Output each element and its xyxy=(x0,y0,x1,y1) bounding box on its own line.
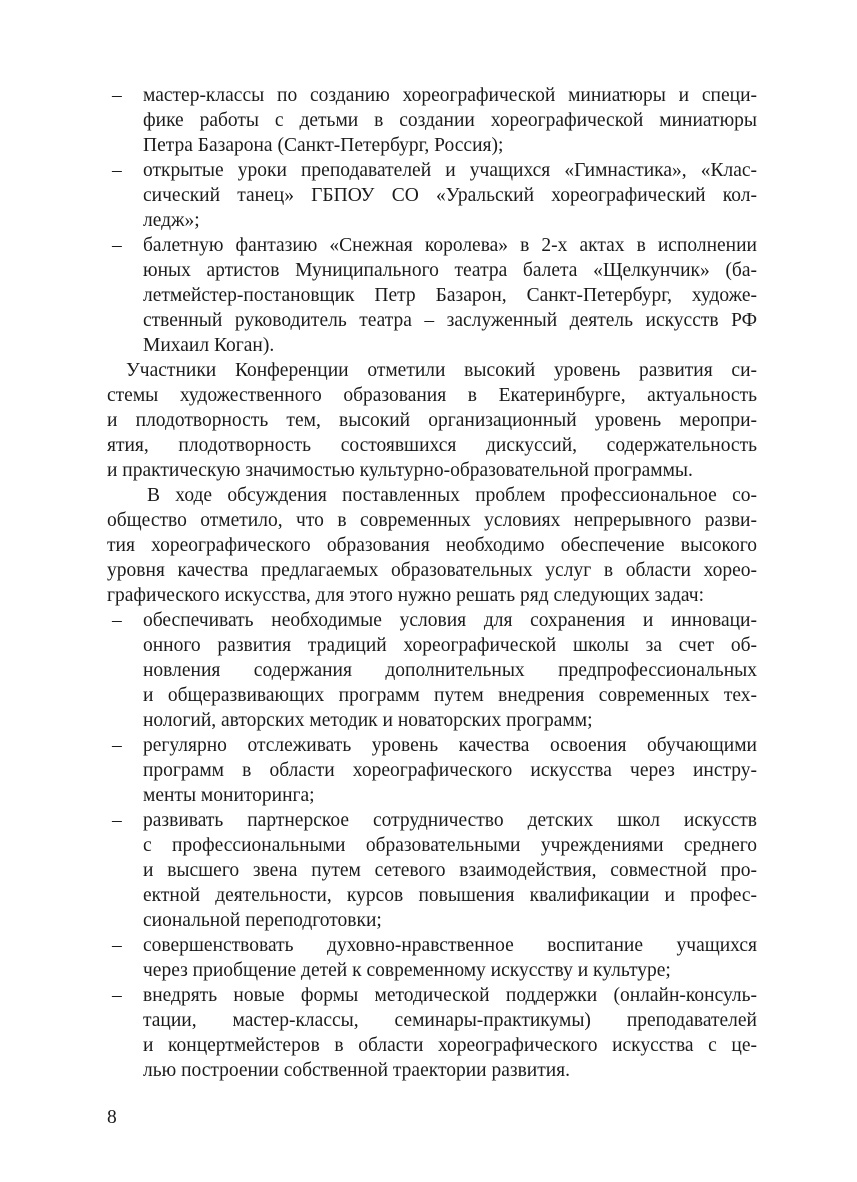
text-line: и высшего звена путем сетевого взаимодействия, совместной про- xyxy=(143,860,757,881)
text-line: Петра Базарона (Санкт-Петербург, Россия); xyxy=(143,135,504,156)
list-item xyxy=(107,983,757,1083)
text-line: лью построении собственной траектории развития. xyxy=(143,1060,571,1081)
list-item xyxy=(107,233,757,358)
text-line: открытые уроки преподавателей и учащихся «Гимнастика», «Клас- xyxy=(143,160,757,181)
text-line: стемы художественного образования в Екатеринбурге, актуальность xyxy=(107,385,757,406)
text-line: юных артистов Муниципального театра балета «Щелкунчик» (ба- xyxy=(143,260,757,281)
text-line: Михаил Коган). xyxy=(143,335,275,356)
text-line: с профессиональными образовательными учреждениями среднего xyxy=(143,835,757,856)
text-line: ственный руководитель театра – заслуженный деятель искусств РФ xyxy=(143,310,757,331)
text-line: развивать партнерское сотрудничество детских школ искусств xyxy=(143,810,757,831)
text-line: графического искусства, для этого нужно решать ряд следующих задач: xyxy=(107,585,705,606)
text-line: мастер-классы по созданию хореографической миниатюры и специ- xyxy=(143,85,757,106)
bullet-dash: – xyxy=(112,935,122,956)
bullet-dash: – xyxy=(112,235,122,256)
list-item xyxy=(107,83,757,158)
text-line: через приобщение детей к современному искусству и культуре; xyxy=(143,960,671,981)
text-line: балетную фантазию «Снежная королева» в 2-х актах в исполнении xyxy=(143,235,757,256)
bullet-dash: – xyxy=(112,160,122,181)
text-line: летмейстер-постановщик Петр Базарон, Санкт-Петербург, художе- xyxy=(143,285,757,306)
bullet-list-1 xyxy=(107,83,757,358)
text-line: и практическую значимостью культурно-образовательной программы. xyxy=(107,460,693,481)
text-line: тации, мастер-классы, семинары-практикумы) преподавателей xyxy=(143,1010,757,1031)
text-line: регулярно отслеживать уровень качества освоения обучающими xyxy=(143,735,757,756)
text-line: уровня качества предлагаемых образовательных услуг в области хорео- xyxy=(107,560,757,581)
paragraph-1 xyxy=(107,358,757,483)
text-line: фике работы с детьми в создании хореографической миниатюры xyxy=(143,110,757,131)
body-text xyxy=(107,83,757,1083)
text-line: совершенствовать духовно-нравственное воспитание учащихся xyxy=(143,935,757,956)
text-line: ектной деятельности, курсов повышения квалификации и профес- xyxy=(143,885,757,906)
text-line: и плодотворность тем, высокий организационный уровень меропри- xyxy=(107,410,757,431)
bullet-dash: – xyxy=(112,610,122,631)
bullet-dash: – xyxy=(112,810,122,831)
text-line: программ в области хореографического искусства через инстру- xyxy=(143,760,757,781)
text-line: ятия, плодотворность состоявшихся дискуссий, содержательность xyxy=(107,435,757,456)
text-line: тия хореографического образования необходимо обеспечение высокого xyxy=(107,535,757,556)
text-line: В ходе обсуждения поставленных проблем профессиональное со- xyxy=(147,485,757,506)
text-line: внедрять новые формы методической поддержки (онлайн-консуль- xyxy=(143,985,757,1006)
text-line: онного развития традиций хореографической школы за счет об- xyxy=(143,635,757,656)
bullet-dash: – xyxy=(112,85,122,106)
bullet-dash: – xyxy=(112,985,122,1006)
text-line: и концертмейстеров в области хореографического искусства с це- xyxy=(143,1035,757,1056)
text-line: новления содержания дополнительных предпрофессиональных xyxy=(143,660,757,681)
list-item xyxy=(107,808,757,933)
list-item xyxy=(107,933,757,983)
text-line: обеспечивать необходимые условия для сохранения и инноваци- xyxy=(143,610,757,631)
list-item xyxy=(107,733,757,808)
bullet-list-2 xyxy=(107,608,757,1083)
text-line: и общеразвивающих программ путем внедрения современных тех- xyxy=(143,685,757,706)
text-line: ледж»; xyxy=(143,210,200,231)
text-line: Участники Конференции отметили высокий уровень развития си- xyxy=(126,360,757,381)
paragraph-2 xyxy=(107,483,757,608)
text-line: сиональной переподготовки; xyxy=(143,910,382,931)
bullet-dash: – xyxy=(112,735,122,756)
page-number: 8 xyxy=(107,1107,117,1128)
list-item xyxy=(107,158,757,233)
list-item xyxy=(107,608,757,733)
text-line: сический танец» ГБПОУ СО «Уральский хореографический кол- xyxy=(143,185,757,206)
text-line: менты мониторинга; xyxy=(143,785,315,806)
text-line: общество отметило, что в современных условиях непрерывного разви- xyxy=(107,510,757,531)
text-line: нологий, авторских методик и новаторских программ; xyxy=(143,710,593,731)
